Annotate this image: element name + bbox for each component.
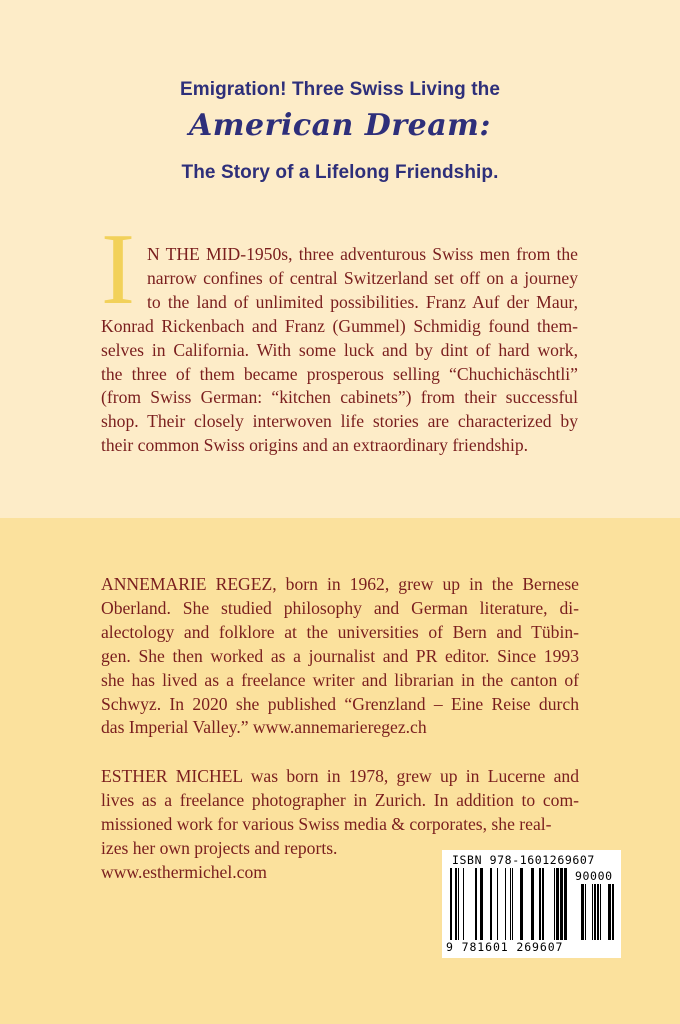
intro-line: selves in California. With some luck and by dint of hard work, <box>101 339 578 360</box>
intro-line: (from Swiss German: “kitchen cabinets”) from their successful <box>101 387 578 408</box>
barcode-addon-digits: 90000 <box>575 869 613 883</box>
drop-cap: I <box>101 213 135 326</box>
bio-line: alectology and folklore at the universities of Bern and Tübin- <box>101 621 579 642</box>
intro-line: their common Swiss origins and an extraordinary friendship. <box>101 435 529 456</box>
intro-line: N THE MID-1950s, three adventurous Swiss men from the <box>147 244 578 264</box>
bio-line: missioned work for various Swiss media & corporates, she real- <box>101 813 552 834</box>
barcode-ean-digits: 9 781601 269607 <box>446 940 564 954</box>
bio-line: she has lived as a freelance writer and librarian in the canton of <box>101 669 579 690</box>
bio-line: ESTHER MICHEL was born in 1978, grew up in Lucerne and <box>101 766 579 786</box>
intro-line: narrow confines of central Switzerland set off on a journey <box>147 267 578 288</box>
bio-line: gen. She then worked as a journalist and PR editor. Since 1993 <box>101 645 579 666</box>
title-line-3: The Story of a Lifelong Friendship. <box>181 162 499 183</box>
author-bio-regez <box>101 573 579 740</box>
intro-line: the three of them became prosperous selling “Chuchichäschtli” <box>101 363 578 384</box>
intro-line: to the land of unlimited possibilities. Franz Auf der Maur, <box>147 291 578 312</box>
bio-line: Oberland. She studied philosophy and German literature, di- <box>101 597 579 618</box>
isbn-barcode <box>442 850 621 958</box>
bio-line: www.esthermichel.com <box>101 861 267 882</box>
title-line-2: American Dream: <box>189 108 491 143</box>
intro-line: Konrad Rickenbach and Franz (Gummel) Schmidig found them- <box>101 315 578 336</box>
intro-paragraph <box>101 243 578 458</box>
bio-line: das Imperial Valley.” www.annemarieregez.ch <box>101 717 427 738</box>
bio-line: Schwyz. In 2020 she published “Grenzland – Eine Reise durch <box>101 693 579 714</box>
bio-line: izes her own projects and reports. <box>101 837 338 858</box>
title-line-1: Emigration! Three Swiss Living the <box>179 79 501 100</box>
bio-line: lives as a freelance photographer in Zurich. In addition to com- <box>101 789 579 810</box>
isbn-label: ISBN 978-1601269607 <box>452 853 595 867</box>
bio-line: ANNEMARIE REGEZ, born in 1962, grew up in the Bernese <box>101 574 579 594</box>
intro-line: shop. Their closely interwoven life stories are characterized by <box>101 411 578 432</box>
